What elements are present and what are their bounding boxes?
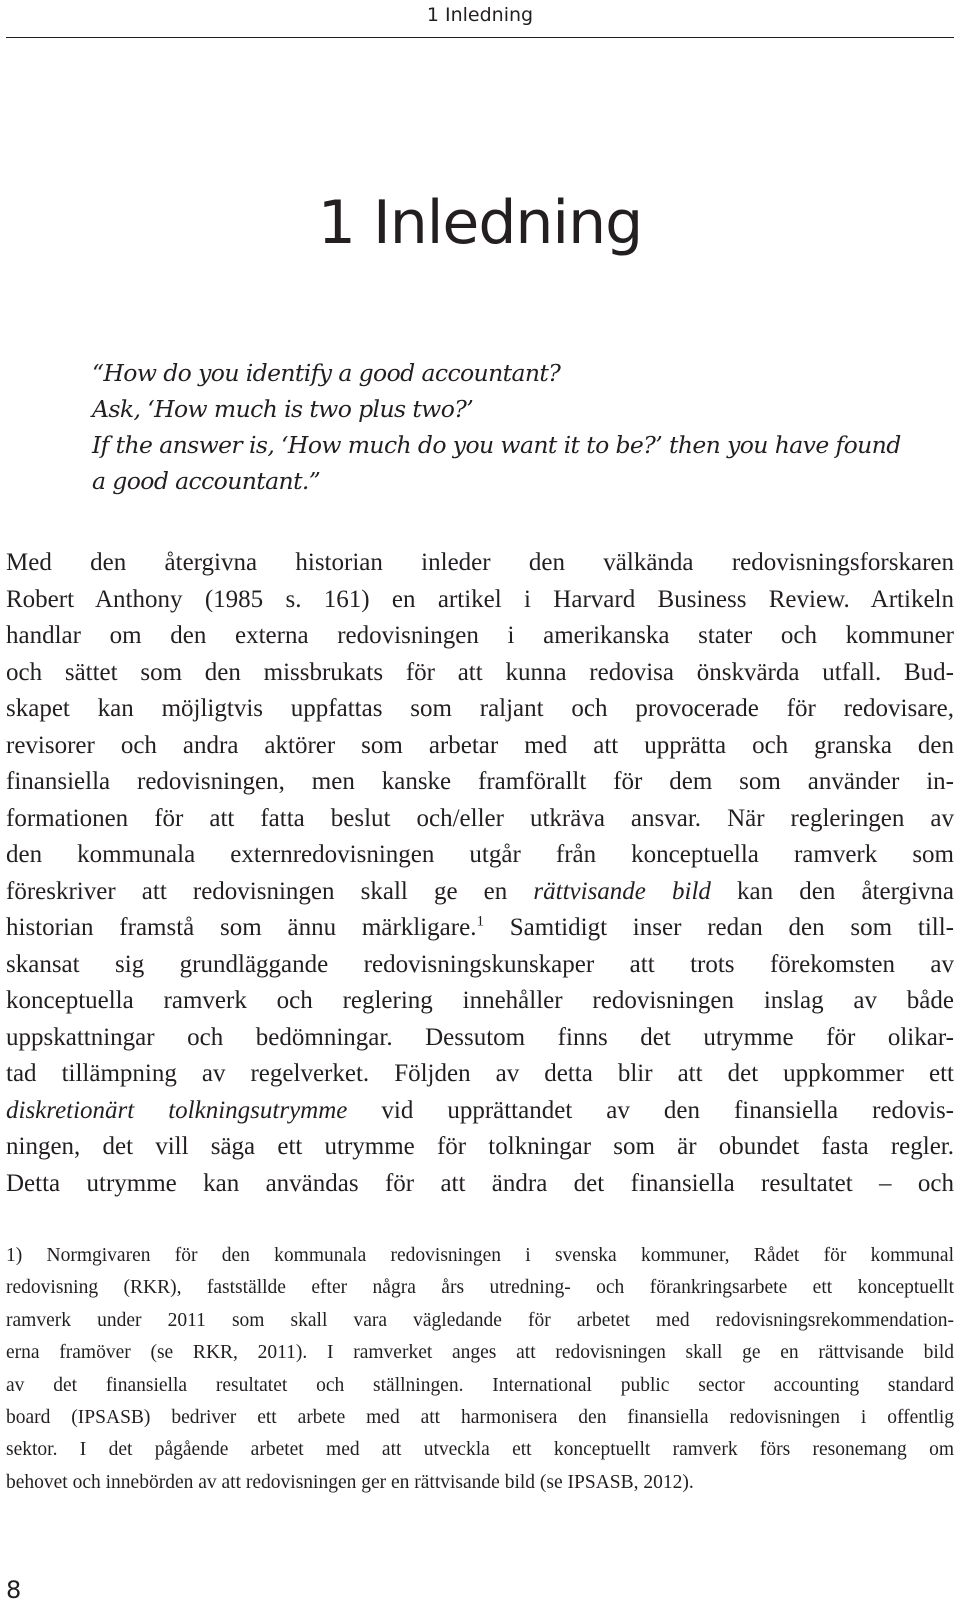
body-line: Med den återgivna historian inleder den välkända redovisningsforskaren xyxy=(6,549,954,576)
footnote-line: sektor. I det pågående arbetet med att utveckla ett konceptuellt ramverk förs resonemang om xyxy=(6,1439,954,1461)
footnote-line: redovisning (RKR), fastställde efter några års utredning- och förankringsarbete ett konceptuellt xyxy=(6,1277,954,1299)
body-line: skansat sig grundläggande redovisningskunskaper att trots förekomsten av xyxy=(6,950,954,978)
body-line: formationen för att fatta beslut och/eller utkräva ansvar. När regleringen av xyxy=(6,804,954,832)
body-text-segment: Samtidigt inser redan den som till- xyxy=(509,914,955,941)
footnote-line: av det finansiella resultatet och ställningen. International public sector accounting standard xyxy=(6,1374,954,1396)
emphasis-term: rättvisande bild xyxy=(533,877,711,905)
footnote-line: board (IPSASB) bedriver ett arbete med att harmonisera den finansiella redovisningen i offentlig xyxy=(6,1406,954,1428)
body-line: ningen, det vill säga ett utrymme för tolkningar som är obundet fasta regler. xyxy=(6,1133,954,1160)
chapter-title: 1 Inledning xyxy=(317,188,643,258)
footnote-line: erna framöver (se RKR, 2011). I ramverket anges att redovisningen skall ge en rättvisande bild xyxy=(6,1342,954,1364)
footnote-line: 1) Normgivaren för den kommunala redovisningen i svenska kommuner, Rådet för kommunal xyxy=(6,1245,954,1266)
page-number: 8 xyxy=(6,1576,22,1604)
body-line xyxy=(6,874,954,911)
body-line: skapet kan möjligtvis uppfattas som raljant och provocerade för redovisare, xyxy=(6,695,954,722)
header-rule xyxy=(6,37,954,38)
body-line xyxy=(6,1093,954,1130)
body-text-segment: föreskriver att redovisningen skall ge en xyxy=(6,877,508,905)
epigraph-line: a good accountant.” xyxy=(92,467,321,495)
body-line xyxy=(6,910,954,947)
body-line: konceptuella ramverk och reglering innehåller redovisningen inslag av både xyxy=(6,987,954,1014)
epigraph-quote xyxy=(92,355,954,499)
body-line: revisorer och andra aktörer som arbetar med att upprätta och granska den xyxy=(6,731,954,759)
body-line: handlar om den externa redovisningen i amerikanska stater och kommuner xyxy=(6,622,954,649)
footnote-line: behovet och innebörden av att redovisningen ger en rättvisande bild (se IPSASB, 2012). xyxy=(6,1471,694,1493)
emphasis-term: diskretionärt tolkningsutrymme xyxy=(6,1096,348,1124)
running-head: 1 Inledning xyxy=(426,4,534,26)
body-line: och sättet som den missbrukats för att kunna redovisa önskvärda utfall. Bud- xyxy=(6,658,954,686)
body-line: Detta utrymme kan användas för att ändra det finansiella resultatet – och xyxy=(6,1169,954,1197)
body-line: den kommunala externredovisningen utgår från konceptuella ramverk som xyxy=(6,841,954,868)
epigraph-line: “How do you identify a good accountant? xyxy=(92,359,561,387)
epigraph-line: If the answer is, ‘How much do you want it to be?’ then you have found xyxy=(92,431,901,459)
epigraph-line: Ask, ‘How much is two plus two?’ xyxy=(92,395,474,423)
body-line: finansiella redovisningen, men kanske framförallt för dem som använder in- xyxy=(6,768,954,795)
footnote-line: ramverk under 2011 som skall vara vägledande för arbetet med redovisningsrekommendation- xyxy=(6,1309,954,1331)
body-text-segment: historian framstå som ännu märkligare. xyxy=(6,914,477,941)
body-line: uppskattningar och bedömningar. Dessutom finns det utrymme för olikar- xyxy=(6,1023,954,1051)
footnote xyxy=(6,1240,954,1499)
body-text-segment: vid upprättandet av den finansiella redovis- xyxy=(381,1096,955,1124)
footnote-reference[interactable]: 1 xyxy=(476,913,484,930)
body-text-segment: kan den återgivna xyxy=(737,877,955,905)
body-line: tad tillämpning av regelverket. Följden av detta blir att det uppkommer ett xyxy=(6,1060,954,1087)
body-paragraph xyxy=(6,545,954,1202)
body-line: Robert Anthony (1985 s. 161) en artikel i Harvard Business Review. Artikeln xyxy=(6,585,954,613)
